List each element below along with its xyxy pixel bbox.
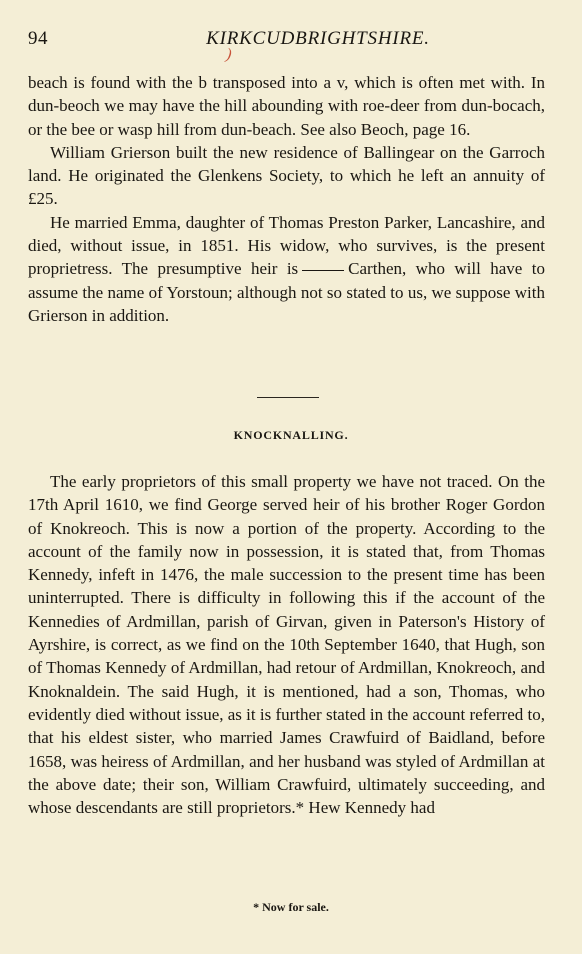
paragraph-marriage-part2: Carthen, who will have to assume the name of Yorstoun; although not so stated to us, we suppose with Grierson in addition. <box>28 259 545 325</box>
paragraph-william-grierson: William Grierson built the new residence of Ballingear on the Garroch land. He originated the Glenkens Society, to which he left an annuity of £25. <box>28 142 545 209</box>
footnote: * Now for sale. <box>253 900 329 914</box>
paragraph-knocknalling: The early proprietors of this small property we have not traced. On the 17th April 1610, we find George served heir of his brother Roger Gordon of Knokreoch. This is now a portion of the property. According to the account of the family now in possession, it is stated that, from Thomas Kennedy, infeft in 1476, the male succession to the present time has been uninterrupted. There is difficulty in following this if the account of the Kennedies of Ardmillan, parish of Girvan, given in Paterson's History of Ayrshire, is correct, as we find on the 10th September 1640, that Hugh, son of Thomas Kennedy of Ardmillan, had retour of Ardmillan, Knokreoch, and Knoknaldein. The said Hugh, it is mentioned, had a son, Thomas, who evidently died without issue, as it is further stated in the account referred to, that his eldest sister, who married James Crawfuird of Baidland, before 1658, was heiress of Ardmillan, and her husband was styled of Ardmillan at the above date; their son, William Crawfuird, ultimately succeeding, and whose descendants are still proprietors.* Hew Kennedy had <box>28 472 545 818</box>
paragraph-continuation: beach is found with the b transposed into a v, which is often met with. In dun-beoch we may have the hill abounding with roe-deer from dun-bocach, or the bee or wasp hill from dun-beach. See also Beoch, page 16. <box>28 73 545 139</box>
knocknalling-section <box>28 470 545 819</box>
page-header <box>28 28 552 54</box>
pencil-mark: ) <box>224 45 233 64</box>
paragraph-marriage-part1: He married Emma, daughter of Thomas Preston Parker, Lancashire, and died, without issue, in 1851. His widow, who survives, is the present proprietress. The presumptive heir is <box>28 212 545 279</box>
section-heading: KNOCKNALLING. <box>233 428 349 442</box>
top-section <box>28 71 545 327</box>
running-title: KIRKCUDBRIGHTSHIRE. <box>206 28 430 49</box>
section-divider <box>257 397 319 398</box>
paragraph-marriage <box>28 211 545 327</box>
blank-name-dash <box>302 270 344 271</box>
page-number: 94 <box>28 28 48 49</box>
